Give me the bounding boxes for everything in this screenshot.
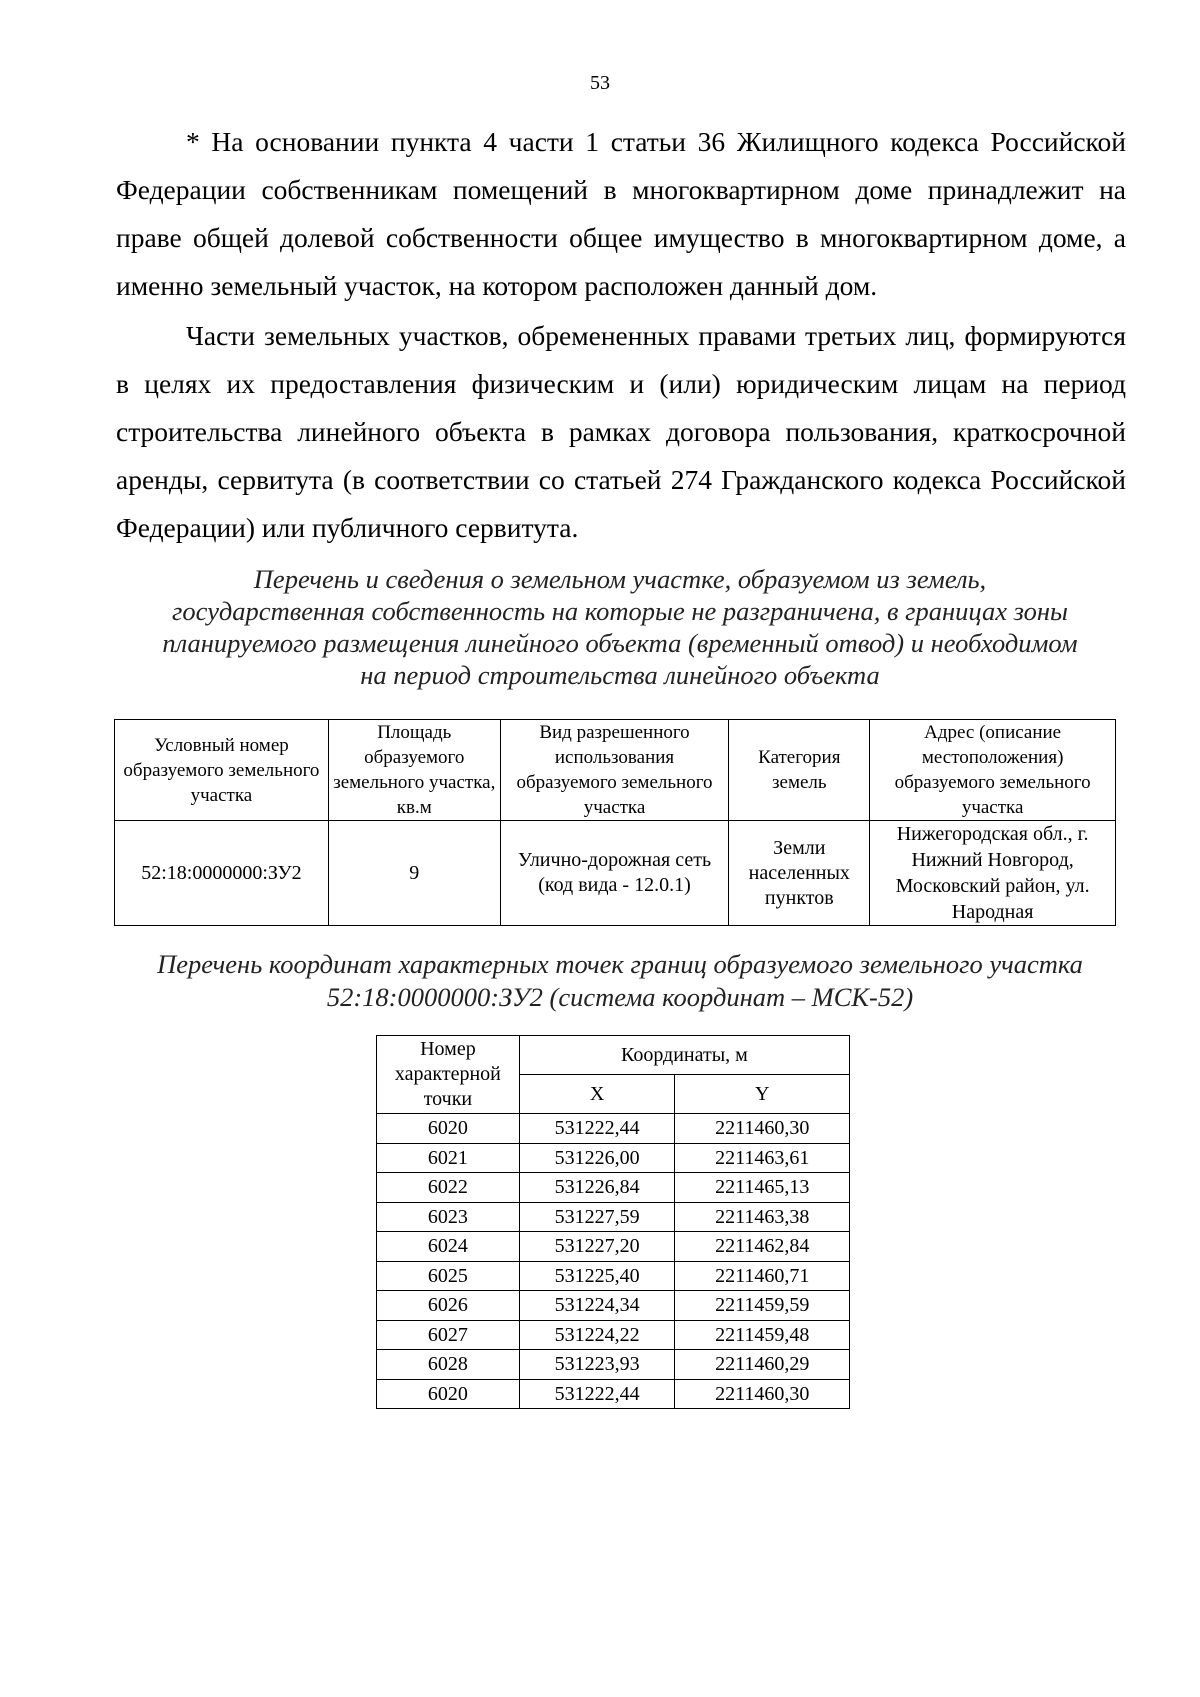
cell-point: 6024 [377, 1232, 520, 1262]
table-row [377, 1320, 850, 1350]
header-point-number: Номер характерной точки [377, 1036, 520, 1114]
cell-y: 2211460,29 [675, 1350, 850, 1380]
page-number: 53 [590, 72, 610, 94]
parcel-table-caption [110, 563, 1130, 691]
cell-parcel-area: 9 [328, 821, 500, 926]
caption-line: 52:18:0000000:ЗУ2 (система координат – МСК-52) [326, 982, 914, 1012]
cell-x: 531225,40 [519, 1261, 675, 1291]
table-row [377, 1379, 850, 1409]
cell-x: 531222,44 [519, 1379, 675, 1409]
table-row [377, 1202, 850, 1232]
cell-point: 6027 [377, 1320, 520, 1350]
cell-point: 6020 [377, 1114, 520, 1144]
cell-land-category: Земли населенных пунктов [729, 821, 870, 926]
cell-point: 6026 [377, 1291, 520, 1321]
cell-y: 2211459,59 [675, 1291, 850, 1321]
cell-y: 2211460,71 [675, 1261, 850, 1291]
table-header-row [115, 720, 1116, 821]
cell-x: 531223,93 [519, 1350, 675, 1380]
header-x: X [519, 1075, 675, 1114]
table-row [377, 1173, 850, 1203]
cell-x: 531226,84 [519, 1173, 675, 1203]
cell-point: 6021 [377, 1143, 520, 1173]
paragraph-housing-code [116, 118, 1126, 310]
header-parcel-number: Условный номер образуемого земельного участка [115, 720, 329, 821]
cell-y: 2211459,48 [675, 1320, 850, 1350]
paragraph-encumbrance [116, 312, 1126, 552]
header-parcel-area: Площадь образуемого земельного участка, кв.м [328, 720, 500, 821]
paragraph-text: * На основании пункта 4 части 1 статьи 36 Жилищного кодекса Российской Федерации собственникам помещений в многоквартирном доме принадлежит на праве общей долевой собственности общее имущество в многоквартирном доме, а именно земельный участок, на котором расположен данный дом. [116, 126, 1126, 301]
table-header-row [377, 1036, 850, 1075]
coords-table-caption [110, 948, 1130, 1014]
cell-y: 2211463,38 [675, 1202, 850, 1232]
table-row [377, 1291, 850, 1321]
cell-x: 531226,00 [519, 1143, 675, 1173]
cell-point: 6020 [377, 1379, 520, 1409]
coords-table [376, 1035, 850, 1409]
cell-point: 6028 [377, 1350, 520, 1380]
cell-point: 6022 [377, 1173, 520, 1203]
paragraph-text: Части земельных участков, обремененных правами третьих лиц, формируются в целях их предоставления физическим и (или) юридическим лицам на период строительства линейного объекта в рамках договора пользования, краткосрочной аренды, сервитута (в соответствии со статьей 274 Гражданского кодекса Российской Федерации) или публичного сервитута. [116, 320, 1126, 543]
caption-line: на период строительства линейного объекта [360, 660, 880, 690]
cell-y: 2211463,61 [675, 1143, 850, 1173]
cell-point: 6023 [377, 1202, 520, 1232]
cell-point: 6025 [377, 1261, 520, 1291]
table-row [377, 1143, 850, 1173]
cell-y: 2211460,30 [675, 1114, 850, 1144]
caption-line: планируемого размещения линейного объекта (временный отвод) и необходимом [162, 628, 1078, 658]
table-row [377, 1261, 850, 1291]
caption-line: Перечень координат характерных точек границ образуемого земельного участка [157, 949, 1083, 979]
table-row [377, 1114, 850, 1144]
cell-x: 531227,59 [519, 1202, 675, 1232]
header-coordinates: Координаты, м [519, 1036, 849, 1075]
cell-y: 2211460,30 [675, 1379, 850, 1409]
caption-line: Перечень и сведения о земельном участке, образуемом из земель, [253, 564, 987, 594]
table-row [115, 821, 1116, 926]
caption-line: государственная собственность на которые не разграничена, в границах зоны [172, 596, 1068, 626]
cell-x: 531222,44 [519, 1114, 675, 1144]
table-row [377, 1232, 850, 1262]
cell-parcel-address: Нижегородская обл., г. Нижний Новгород, Московский район, ул. Народная [870, 821, 1116, 926]
cell-x: 531224,34 [519, 1291, 675, 1321]
cell-y: 2211465,13 [675, 1173, 850, 1203]
cell-x: 531227,20 [519, 1232, 675, 1262]
cell-parcel-usage: Улично-дорожная сеть (код вида - 12.0.1) [500, 821, 729, 926]
parcel-table [114, 719, 1116, 926]
table-row [377, 1350, 850, 1380]
header-y: Y [675, 1075, 850, 1114]
cell-x: 531224,22 [519, 1320, 675, 1350]
header-land-category: Категория земель [729, 720, 870, 821]
header-parcel-usage: Вид разрешенного использования образуемого земельного участка [500, 720, 729, 821]
cell-parcel-number: 52:18:0000000:ЗУ2 [115, 821, 329, 926]
header-parcel-address: Адрес (описание местоположения) образуемого земельного участка [870, 720, 1116, 821]
cell-y: 2211462,84 [675, 1232, 850, 1262]
